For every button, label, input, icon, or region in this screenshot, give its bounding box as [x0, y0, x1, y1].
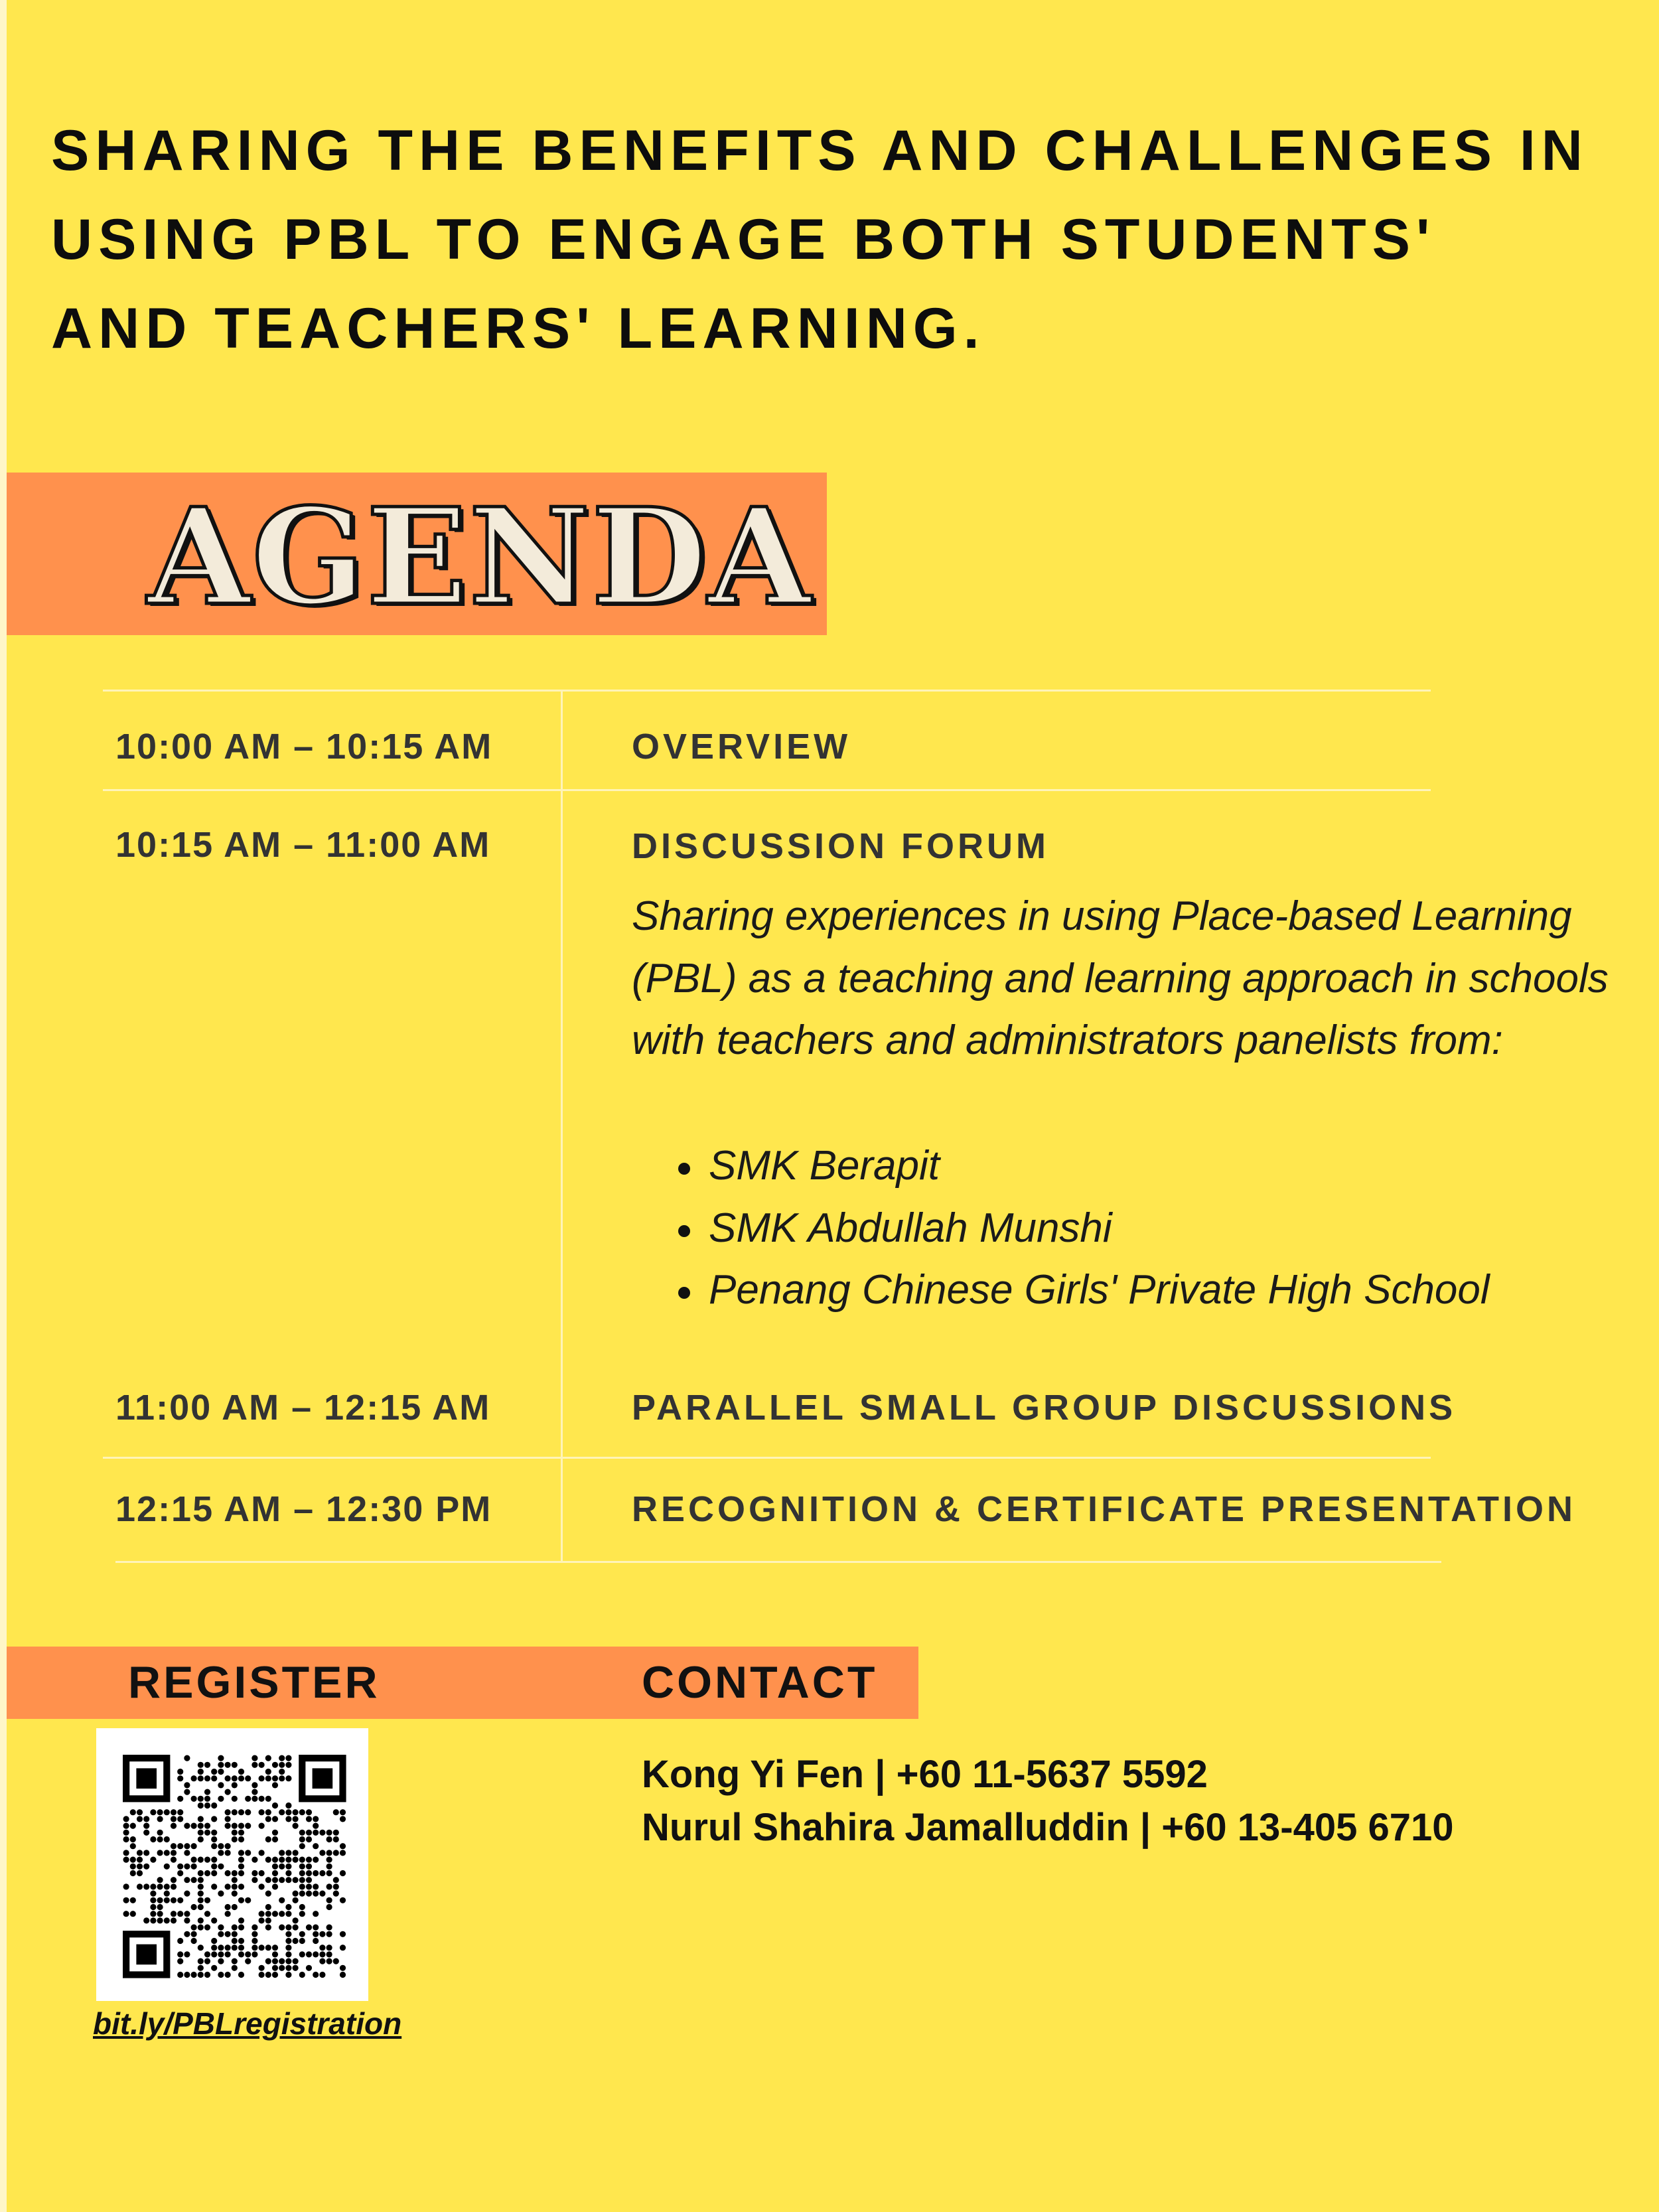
bullet-icon	[678, 1163, 690, 1175]
contact-heading: CONTACT	[642, 1657, 878, 1708]
table-divider	[115, 1561, 1441, 1563]
table-column-divider	[561, 690, 563, 1562]
agenda-item-title: OVERVIEW	[632, 727, 851, 767]
bullet-icon	[678, 1287, 690, 1299]
agenda-time: 12:15 AM – 12:30 PM	[115, 1489, 492, 1529]
contact-line: Nurul Shahira Jamalluddin | +60 13-405 6710	[642, 1806, 1454, 1849]
title-line: SHARING THE BENEFITS AND CHALLENGES IN	[51, 119, 1589, 183]
table-divider	[103, 1457, 1431, 1459]
agenda-description-line: Sharing experiences in using Place-based Learning	[632, 893, 1572, 939]
qr-code-image	[96, 1728, 368, 2001]
page-title	[51, 106, 1644, 373]
register-heading: REGISTER	[128, 1657, 380, 1708]
panelist-name: SMK Abdullah Munshi	[709, 1205, 1112, 1251]
agenda-description-line: with teachers and administrators panelists from:	[632, 1017, 1503, 1063]
agenda-time: 10:15 AM – 11:00 AM	[115, 825, 491, 865]
table-divider	[103, 690, 1431, 692]
panelist-list-item	[678, 1266, 1490, 1313]
table-divider	[103, 789, 1431, 791]
qr-code-icon[interactable]	[96, 1728, 368, 2001]
title-line: AND TEACHERS' LEARNING.	[51, 297, 985, 360]
bullet-icon	[678, 1225, 690, 1237]
left-edge-strip	[0, 0, 7, 2212]
panelist-list-item	[678, 1142, 940, 1189]
agenda-time: 11:00 AM – 12:15 AM	[115, 1388, 491, 1428]
contact-line: Kong Yi Fen | +60 11-5637 5592	[642, 1753, 1208, 1796]
panelist-name: Penang Chinese Girls' Private High School	[709, 1267, 1490, 1313]
agenda-item-title: PARALLEL SMALL GROUP DISCUSSIONS	[632, 1388, 1457, 1428]
agenda-heading: AGENDA	[147, 479, 812, 635]
agenda-item-title: RECOGNITION & CERTIFICATE PRESENTATION	[632, 1489, 1577, 1529]
panelist-name: SMK Berapit	[709, 1143, 940, 1189]
panelist-list-item	[678, 1205, 1112, 1252]
registration-link[interactable]: bit.ly/PBLregistration	[93, 2006, 402, 2041]
title-line: USING PBL TO ENGAGE BOTH STUDENTS'	[51, 208, 1436, 271]
agenda-time: 10:00 AM – 10:15 AM	[115, 727, 493, 767]
agenda-item-title: DISCUSSION FORUM	[632, 826, 1050, 866]
agenda-description-line: (PBL) as a teaching and learning approach in schools	[632, 956, 1609, 1001]
